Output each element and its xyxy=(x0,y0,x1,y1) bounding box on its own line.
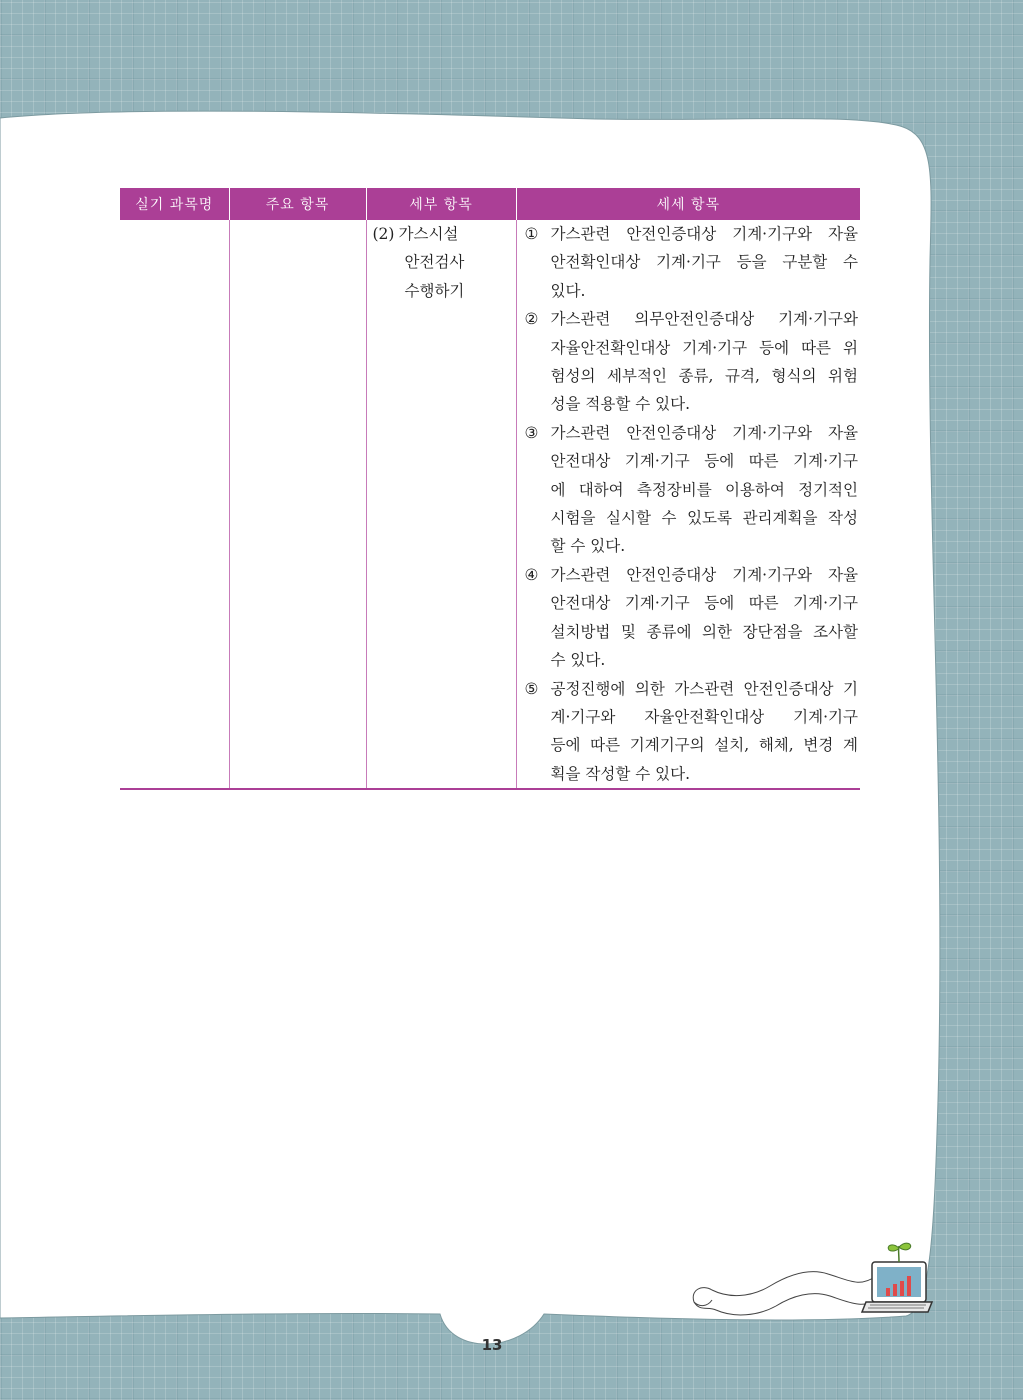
header-sub-item: 세부 항목 xyxy=(366,188,516,220)
item-line: 획을 작성할 수 있다. xyxy=(550,764,690,783)
list-item xyxy=(517,419,861,561)
table-row xyxy=(120,220,860,789)
item-number: ② xyxy=(524,310,539,329)
item-line: 가스관련 안전인증대상 기계·기구와 자율 xyxy=(550,423,858,442)
item-text xyxy=(551,305,861,419)
item-number: ① xyxy=(524,225,539,243)
sub-item-line: 안전검사 xyxy=(404,253,465,272)
sub-item-line: 수행하기 xyxy=(404,281,465,300)
item-line: 안전확인대상 기계·기구 등을 구분할 수 xyxy=(550,253,858,272)
item-line: 에 대하여 측정장비를 이용하여 정기적인 xyxy=(550,480,858,499)
curriculum-table xyxy=(120,188,860,790)
sub-item-number: (2) xyxy=(372,225,395,243)
item-line: 수 있다. xyxy=(550,651,606,670)
page-number: 13 xyxy=(481,1336,503,1354)
item-line: 가스관련 안전인증대상 기계·기구와 자율 xyxy=(550,565,858,584)
item-line: 설치방법 및 종류에 의한 장단점을 조사할 xyxy=(550,622,858,641)
item-line: 험성의 세부적인 종류, 규격, 형식의 위험 xyxy=(550,367,858,386)
item-line: 가스관련 의무안전인증대상 기계·기구와 xyxy=(550,310,858,329)
header-subject: 실기 과목명 xyxy=(120,188,229,220)
list-item xyxy=(517,305,861,419)
list-item xyxy=(517,220,861,305)
main-item-cell xyxy=(229,220,366,789)
list-item xyxy=(517,561,861,675)
laptop-chart-icon xyxy=(688,1240,938,1320)
item-line: 있다. xyxy=(550,281,586,300)
item-line: 안전대상 기계·기구 등에 따른 기계·기구 xyxy=(550,594,858,613)
subject-cell xyxy=(120,220,229,789)
sub-item-cell xyxy=(366,220,516,789)
item-line: 안전대상 기계·기구 등에 따른 기계·기구 xyxy=(550,452,858,471)
header-main-item: 주요 항목 xyxy=(229,188,366,220)
detail-items-cell xyxy=(516,220,860,789)
item-line: 등에 따른 기계기구의 설치, 해체, 변경 계 xyxy=(550,736,858,755)
item-line: 가스관련 안전인증대상 기계·기구와 자율 xyxy=(550,225,858,243)
item-text xyxy=(551,561,861,675)
item-text xyxy=(551,220,861,305)
list-item xyxy=(517,675,861,789)
item-number: ③ xyxy=(524,423,539,442)
sub-item-line: 가스시설 xyxy=(398,225,459,243)
item-number: ④ xyxy=(524,565,539,584)
item-line: 할 수 있다. xyxy=(550,537,626,556)
item-line: 성을 적용할 수 있다. xyxy=(550,395,690,414)
item-line: 시험을 실시할 수 있도록 관리계획을 작성 xyxy=(550,509,858,528)
item-text xyxy=(551,675,861,789)
item-number: ⑤ xyxy=(524,679,539,698)
sub-item xyxy=(373,220,516,305)
item-line: 계·기구와 자율안전확인대상 기계·기구 xyxy=(550,707,858,726)
item-text xyxy=(551,419,861,561)
table-header-row xyxy=(120,188,860,220)
item-line: 자율안전확인대상 기계·기구 등에 따른 위 xyxy=(550,338,858,357)
item-line: 공정진행에 의한 가스관련 안전인증대상 기 xyxy=(550,679,858,698)
header-detail-item: 세세 항목 xyxy=(516,188,860,220)
